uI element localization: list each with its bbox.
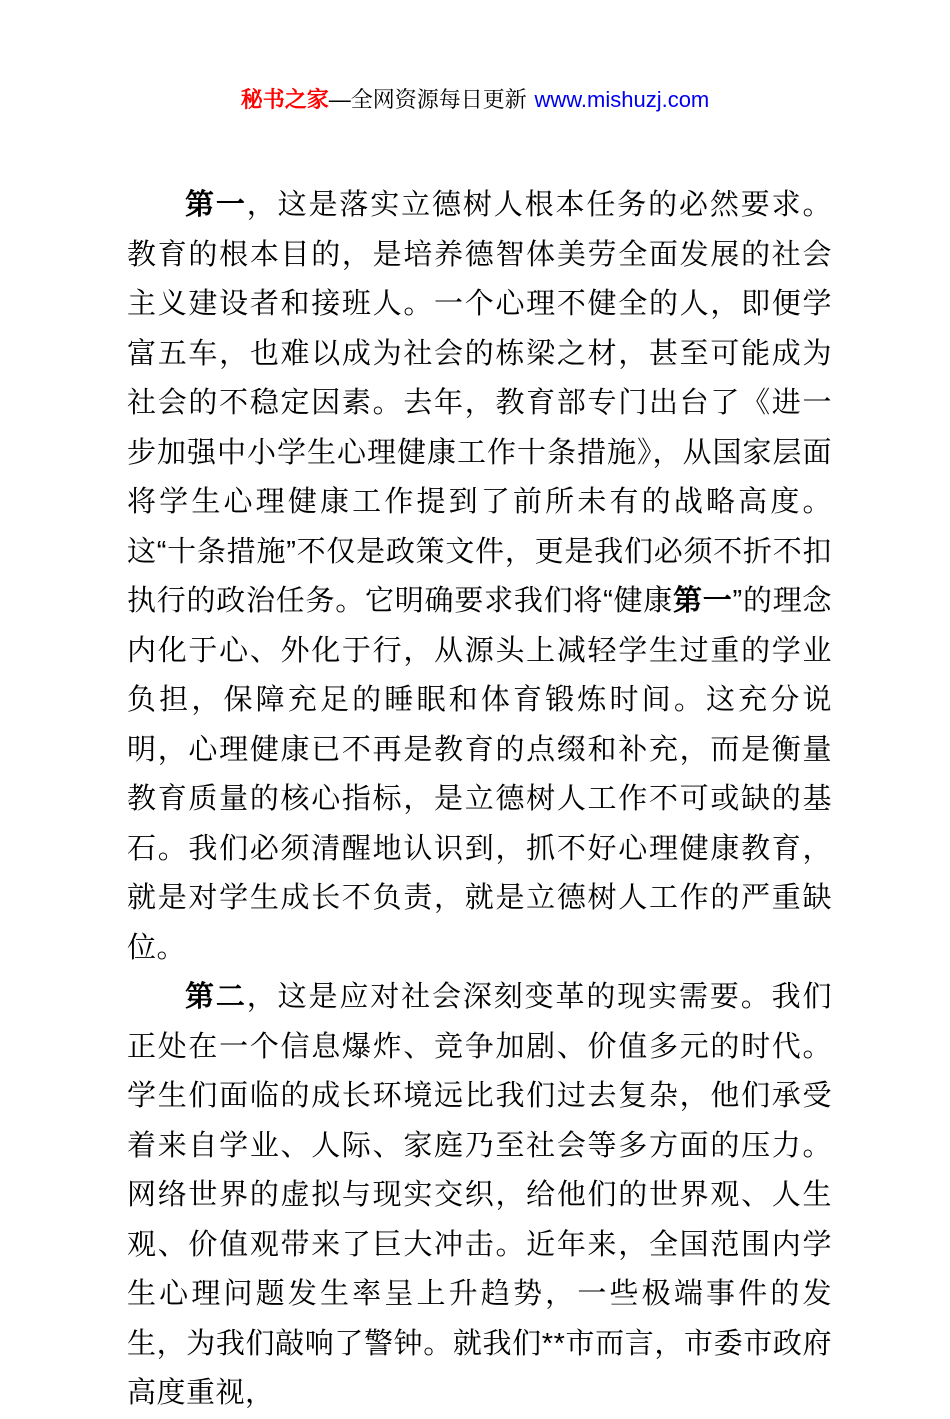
paragraph-1 <box>127 181 832 973</box>
paragraph-2 <box>127 973 832 1419</box>
bold-run: 第一 <box>673 585 733 617</box>
bold-run: 第一 <box>185 189 247 221</box>
bold-run: 第二 <box>185 981 247 1013</box>
document-body <box>0 181 950 1419</box>
site-url-link[interactable]: www.mishuzj.com <box>534 87 710 112</box>
text-run: ，这是落实立德树人根本任务的必然要求。教育的根本目的，是培养德智体美劳全面发展的社会主义建设者和接班人。一个心理不健全的人，即便学富五车，也难以成为社会的栋梁之材，甚至可能成为社会的不稳定因素。去年，教育部专门出台了《进一步加强中小学生心理健康工作十条措施》，从国家层面将学生心理健康工作提到了前所未有的战略高度。这“十条措施”不仅是政策文件，更是我们必须不折不扣执行的政治任务。它明确要求我们将“健康 <box>127 189 832 617</box>
header-dash: — <box>328 87 351 112</box>
text-run: ”的理念内化于心、外化于行，从源头上减轻学生过重的学业负担，保障充足的睡眠和体育锻炼时间。这充分说明，心理健康已不再是教育的点缀和补充，而是衡量教育质量的核心指标，是立德树人工作不可或缺的基石。我们必须清醒地认识到，抓不好心理健康教育，就是对学生成长不负责，就是立德树人工作的严重缺位。 <box>127 585 832 964</box>
site-brand: 秘书之家 <box>240 87 329 112</box>
header-tagline: 全网资源每日更新 <box>350 87 527 112</box>
text-run: ，这是应对社会深刻变革的现实需要。我们正处在一个信息爆炸、竞争加剧、价值多元的时代。学生们面临的成长环境远比我们过去复杂，他们承受着来自学业、人际、家庭乃至社会等多方面的压力。网络世界的虚拟与现实交织，给他们的世界观、人生观、价值观带来了巨大冲击。近年来，全国范围内学生心理问题发生率呈上升趋势，一些极端事件的发生，为我们敲响了警钟。就我们**市而言，市委市政府高度重视， <box>127 981 832 1409</box>
site-header <box>0 0 950 114</box>
